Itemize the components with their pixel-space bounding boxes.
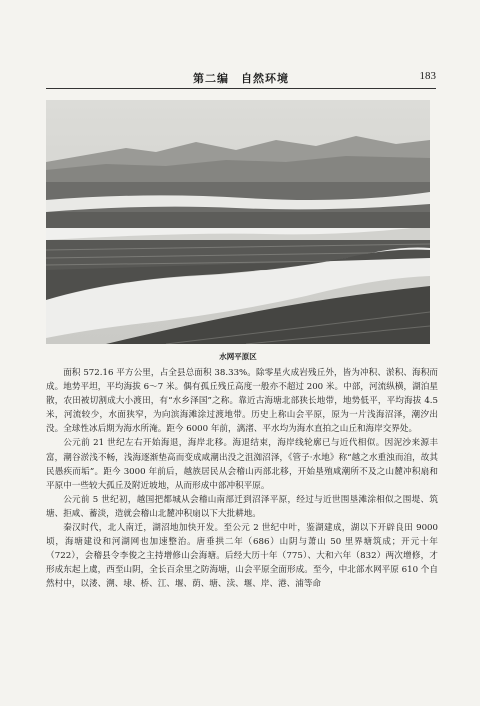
photo-caption: 水网平原区 — [219, 352, 257, 361]
paragraph: 公元前 21 世纪左右开始海退，海岸北移。海退结束，海岸线轮廓已与近代相似。因泥沙来源丰富，潮谷淤浅不畅，浅海逐渐垫高而变成咸潮出没之沮洳沼泽，《管子·水地》称“越之水重浊而洎，故其民愚疾而垢”。距今 3000 年前后，越族居民从会稽山丙部北移，开始垦殖咸潮所不及之山麓冲积扇和平原中一些较大孤丘及附近坡地，从而形成中部冲积平原。 — [46, 438, 438, 491]
running-header — [46, 70, 436, 86]
section-title: 第二编 自然环境 — [193, 72, 289, 85]
paragraph: 公元前 5 世纪初，越国把都城从会稽山南部迁到沼泽平原，经过与近世围垦滩涂相似之围堤、筑塘、拒咸、蓄淡，造就会稽山北麓冲积扇以下大批耕地。 — [46, 494, 438, 519]
body-text — [46, 366, 438, 592]
header-rule — [46, 88, 436, 89]
water-network-plain-photo — [46, 100, 430, 344]
landscape-photo — [46, 100, 430, 344]
paragraph: 面积 572.16 平方公里，占全县总面积 38.33%。除零星火成岩残丘外，皆为冲积、淤积、海积而成。地势平坦，平均海拔 6～7 米。偶有孤丘残丘高度一般亦不超过 200 米。中部，河流纵横，湖泊星散，农田被切割成大小渡田，有“水乡泽国”之称。靠近古海塘北部狭长地带，地势低平，平均海拔 4.5 米，河流较少，水面狭窄，为向滨海滩涂过渡地带。历史上称山会平原，原为一片浅海沼泽，潮汐出没。全球性冰后期为海水所淹。距今 6000 年前，漓渚、平水均为海水直拍之山丘和海岸交界处。 — [46, 368, 438, 435]
page-number: 183 — [419, 70, 436, 82]
paragraph: 秦汉时代，北人南迁，湖沼地加快开发。至公元 2 世纪中叶，鉴湖建成，湖以下开辟良田 9000 顷，海塘建设和河湖网也加速整治。唐垂拱二年（686）山阴与萧山 50 里界塘筑成；开元十年（722），会稽县令李俊之主持增修山会海塘。后经大历十年（775）、大和六年（832）两次增修，才形成东起上虞，西至山阴，全长百余里之防海塘，山会平原全面形成。至今，中北部水网平原 610 个自然村中，以溇、溯、埭、桥、江、堰、荫、塘、渎、堰、岸、港、浦等命 — [46, 523, 438, 590]
